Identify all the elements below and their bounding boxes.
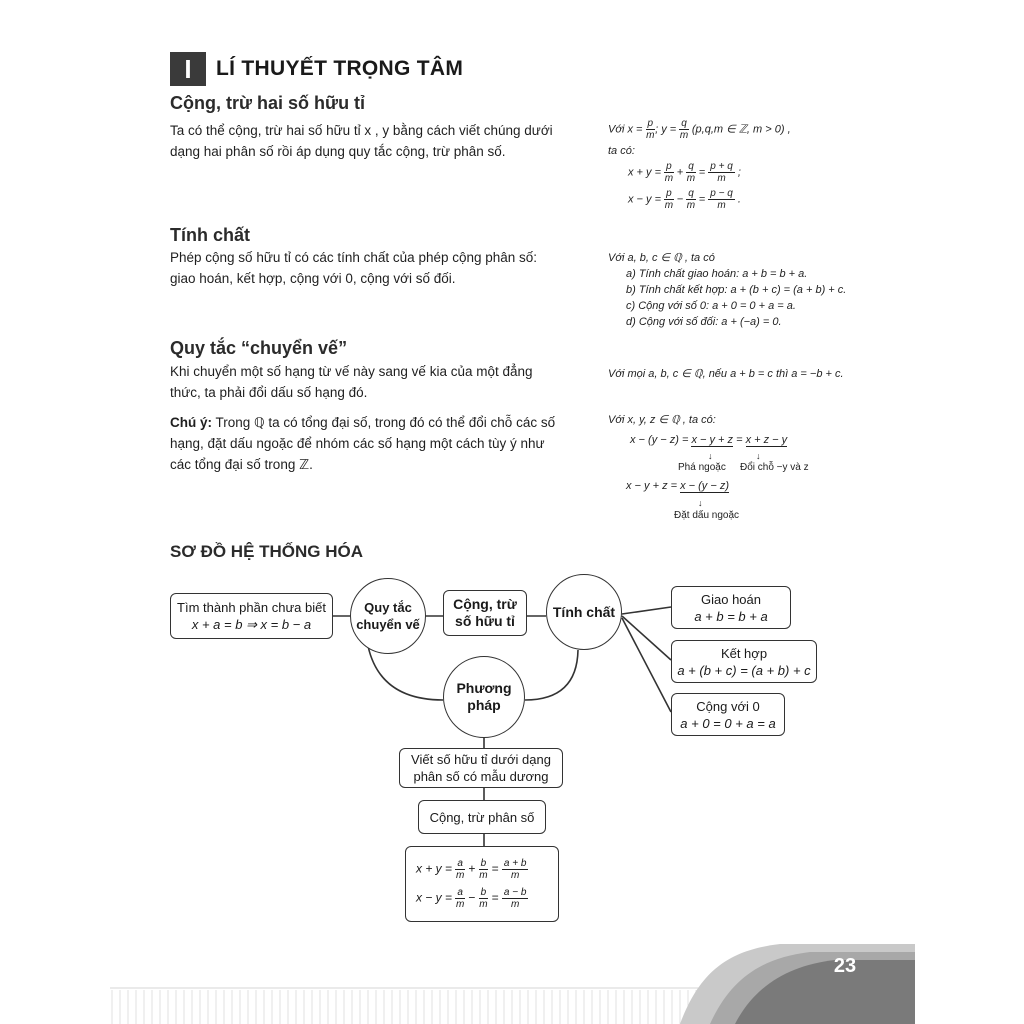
eq-part-underlined: x − y + z	[691, 434, 734, 446]
transfer-rule-circle	[350, 578, 426, 654]
method-circle	[443, 656, 525, 738]
note-line: d) Cộng với số đối: a + (−a) = 0.	[626, 316, 782, 328]
arrow-down-icon: ↓	[708, 451, 713, 461]
circle-line: Quy tắc	[364, 600, 412, 615]
circle-line: Phương	[456, 680, 512, 696]
note-line-def: Với x = $\frac{p}{m}$ ; y = $\frac{q}{m}$ (p,q,m ∈ ℤ, m > 0) ,	[608, 118, 791, 141]
arrow-down-icon: ↓	[698, 498, 703, 508]
circle-line: pháp	[467, 697, 501, 713]
section-title: LÍ THUYẾT TRỌNG TÂM	[216, 57, 464, 80]
box-line: số hữu tỉ	[455, 613, 515, 629]
eq-part: x − y + z =	[626, 480, 681, 492]
box-formula: x + a = b ⇒ x = b − a	[191, 617, 312, 632]
write-fraction-box	[399, 748, 563, 788]
chu-y-text: hạng, đặt dấu ngoặc để nhóm các số hạng một cách tùy ý như	[170, 436, 545, 451]
note-taco: ta có:	[608, 145, 635, 157]
fraction-formulas-box	[405, 846, 559, 922]
circle-line: Tính chất	[552, 603, 616, 620]
formula-add: x + y = $\frac{a}{m}$ + $\frac{b}{m}$ = $\frac{a + b}{m}$	[416, 858, 527, 881]
box-line: Giao hoán	[701, 591, 761, 607]
para-line: thức, ta phải đổi dấu số hạng đó.	[170, 385, 368, 400]
formula-add: x + y = $\frac{p}{m}$ + $\frac{q}{m}$ = $\frac{p + q}{m}$ ;	[628, 161, 741, 184]
label-pha-ngoac: Phá ngoặc	[678, 462, 726, 473]
para-line: dạng hai phân số rồi áp dụng quy tắc cộng, trừ phân số.	[170, 144, 506, 159]
chu-y-text: các tổng đại số trong ℤ.	[170, 457, 313, 472]
box-line: Viết số hữu tỉ dưới dạng	[411, 752, 551, 767]
label-doi-cho: Đổi chỗ −y và z	[740, 462, 809, 473]
heading-add-sub: Cộng, trừ hai số hữu tỉ	[170, 93, 366, 113]
box-formula: a + (b + c) = (a + b) + c	[677, 662, 811, 678]
note-line: Với x, y, z ∈ ℚ , ta có:	[608, 414, 716, 426]
para-line: Ta có thể cộng, trừ hai số hữu tỉ x , y bằng cách viết chúng dưới	[170, 123, 553, 138]
associative-box	[671, 640, 817, 683]
center-topic-box	[443, 590, 527, 636]
para-line: giao hoán, kết hợp, cộng với 0, cộng với số đối.	[170, 271, 456, 286]
box-line: Cộng, trừ phân số	[429, 809, 535, 825]
page-number: 23	[833, 955, 857, 977]
eq-part: x − (y − z) =	[630, 434, 692, 446]
eq-part-underlined: x − (y − z)	[680, 480, 730, 492]
chu-y-text: Trong ℚ ta có tổng đại số, trong đó có thể đổi chỗ các số	[212, 415, 556, 430]
chu-y-label: Chú ý:	[170, 415, 212, 430]
note-line: c) Cộng với số 0: a + 0 = 0 + a = a.	[626, 300, 796, 312]
box-line: Cộng với 0	[696, 698, 760, 714]
find-unknown-box	[170, 593, 333, 639]
box-formula: a + b = b + a	[694, 608, 768, 624]
commutative-box	[671, 586, 791, 629]
formula-sub: x − y = $\frac{p}{m}$ − $\frac{q}{m}$ = $\frac{p - q}{m}$ .	[628, 188, 741, 211]
note-line: a) Tính chất giao hoán: a + b = b + a.	[626, 268, 808, 280]
note-transfer: Với mọi a, b, c ∈ ℚ, nếu a + b = c thì a = −b + c.	[608, 368, 844, 380]
note-condition: (p,q,m ∈ ℤ, m > 0) ,	[691, 123, 791, 136]
formula-sub: x − y = $\frac{a}{m}$ − $\frac{b}{m}$ = $\frac{a - b}{m}$	[416, 887, 527, 910]
note-line: Với a, b, c ∈ ℚ , ta có	[608, 252, 715, 264]
label-dat-dau-ngoac: Đặt dấu ngoặc	[674, 510, 740, 521]
add-sub-fraction-box	[418, 800, 546, 834]
box-line: Tìm thành phần chưa biết	[177, 600, 326, 615]
circle-line: chuyển vế	[356, 617, 420, 632]
add-zero-box	[671, 693, 785, 736]
para-line: Phép cộng số hữu tỉ có các tính chất của phép cộng phân số:	[170, 250, 538, 265]
note-line: b) Tính chất kết hợp: a + (b + c) = (a + b) + c.	[626, 284, 847, 296]
heading-transfer: Quy tắc “chuyển vế”	[170, 338, 348, 358]
heading-diagram: SƠ ĐỒ HỆ THỐNG HÓA	[170, 542, 364, 561]
note-prefix: Với	[608, 123, 625, 136]
section-badge: I	[170, 52, 206, 86]
box-line: Kết hợp	[720, 645, 768, 661]
box-line: phân số có mẫu dương	[413, 769, 549, 784]
properties-circle	[546, 574, 622, 650]
heading-properties: Tính chất	[170, 225, 250, 245]
eq-part-underlined: x + z − y	[745, 434, 788, 446]
arrow-down-icon: ↓	[756, 451, 761, 461]
footer-decoration	[0, 940, 1024, 1024]
box-line: Cộng, trừ	[453, 596, 517, 612]
eq-part: =	[733, 434, 746, 446]
para-line: Khi chuyển một số hạng từ vế này sang vế kia của một đẳng	[170, 364, 533, 379]
box-formula: a + 0 = 0 + a = a	[680, 715, 776, 731]
